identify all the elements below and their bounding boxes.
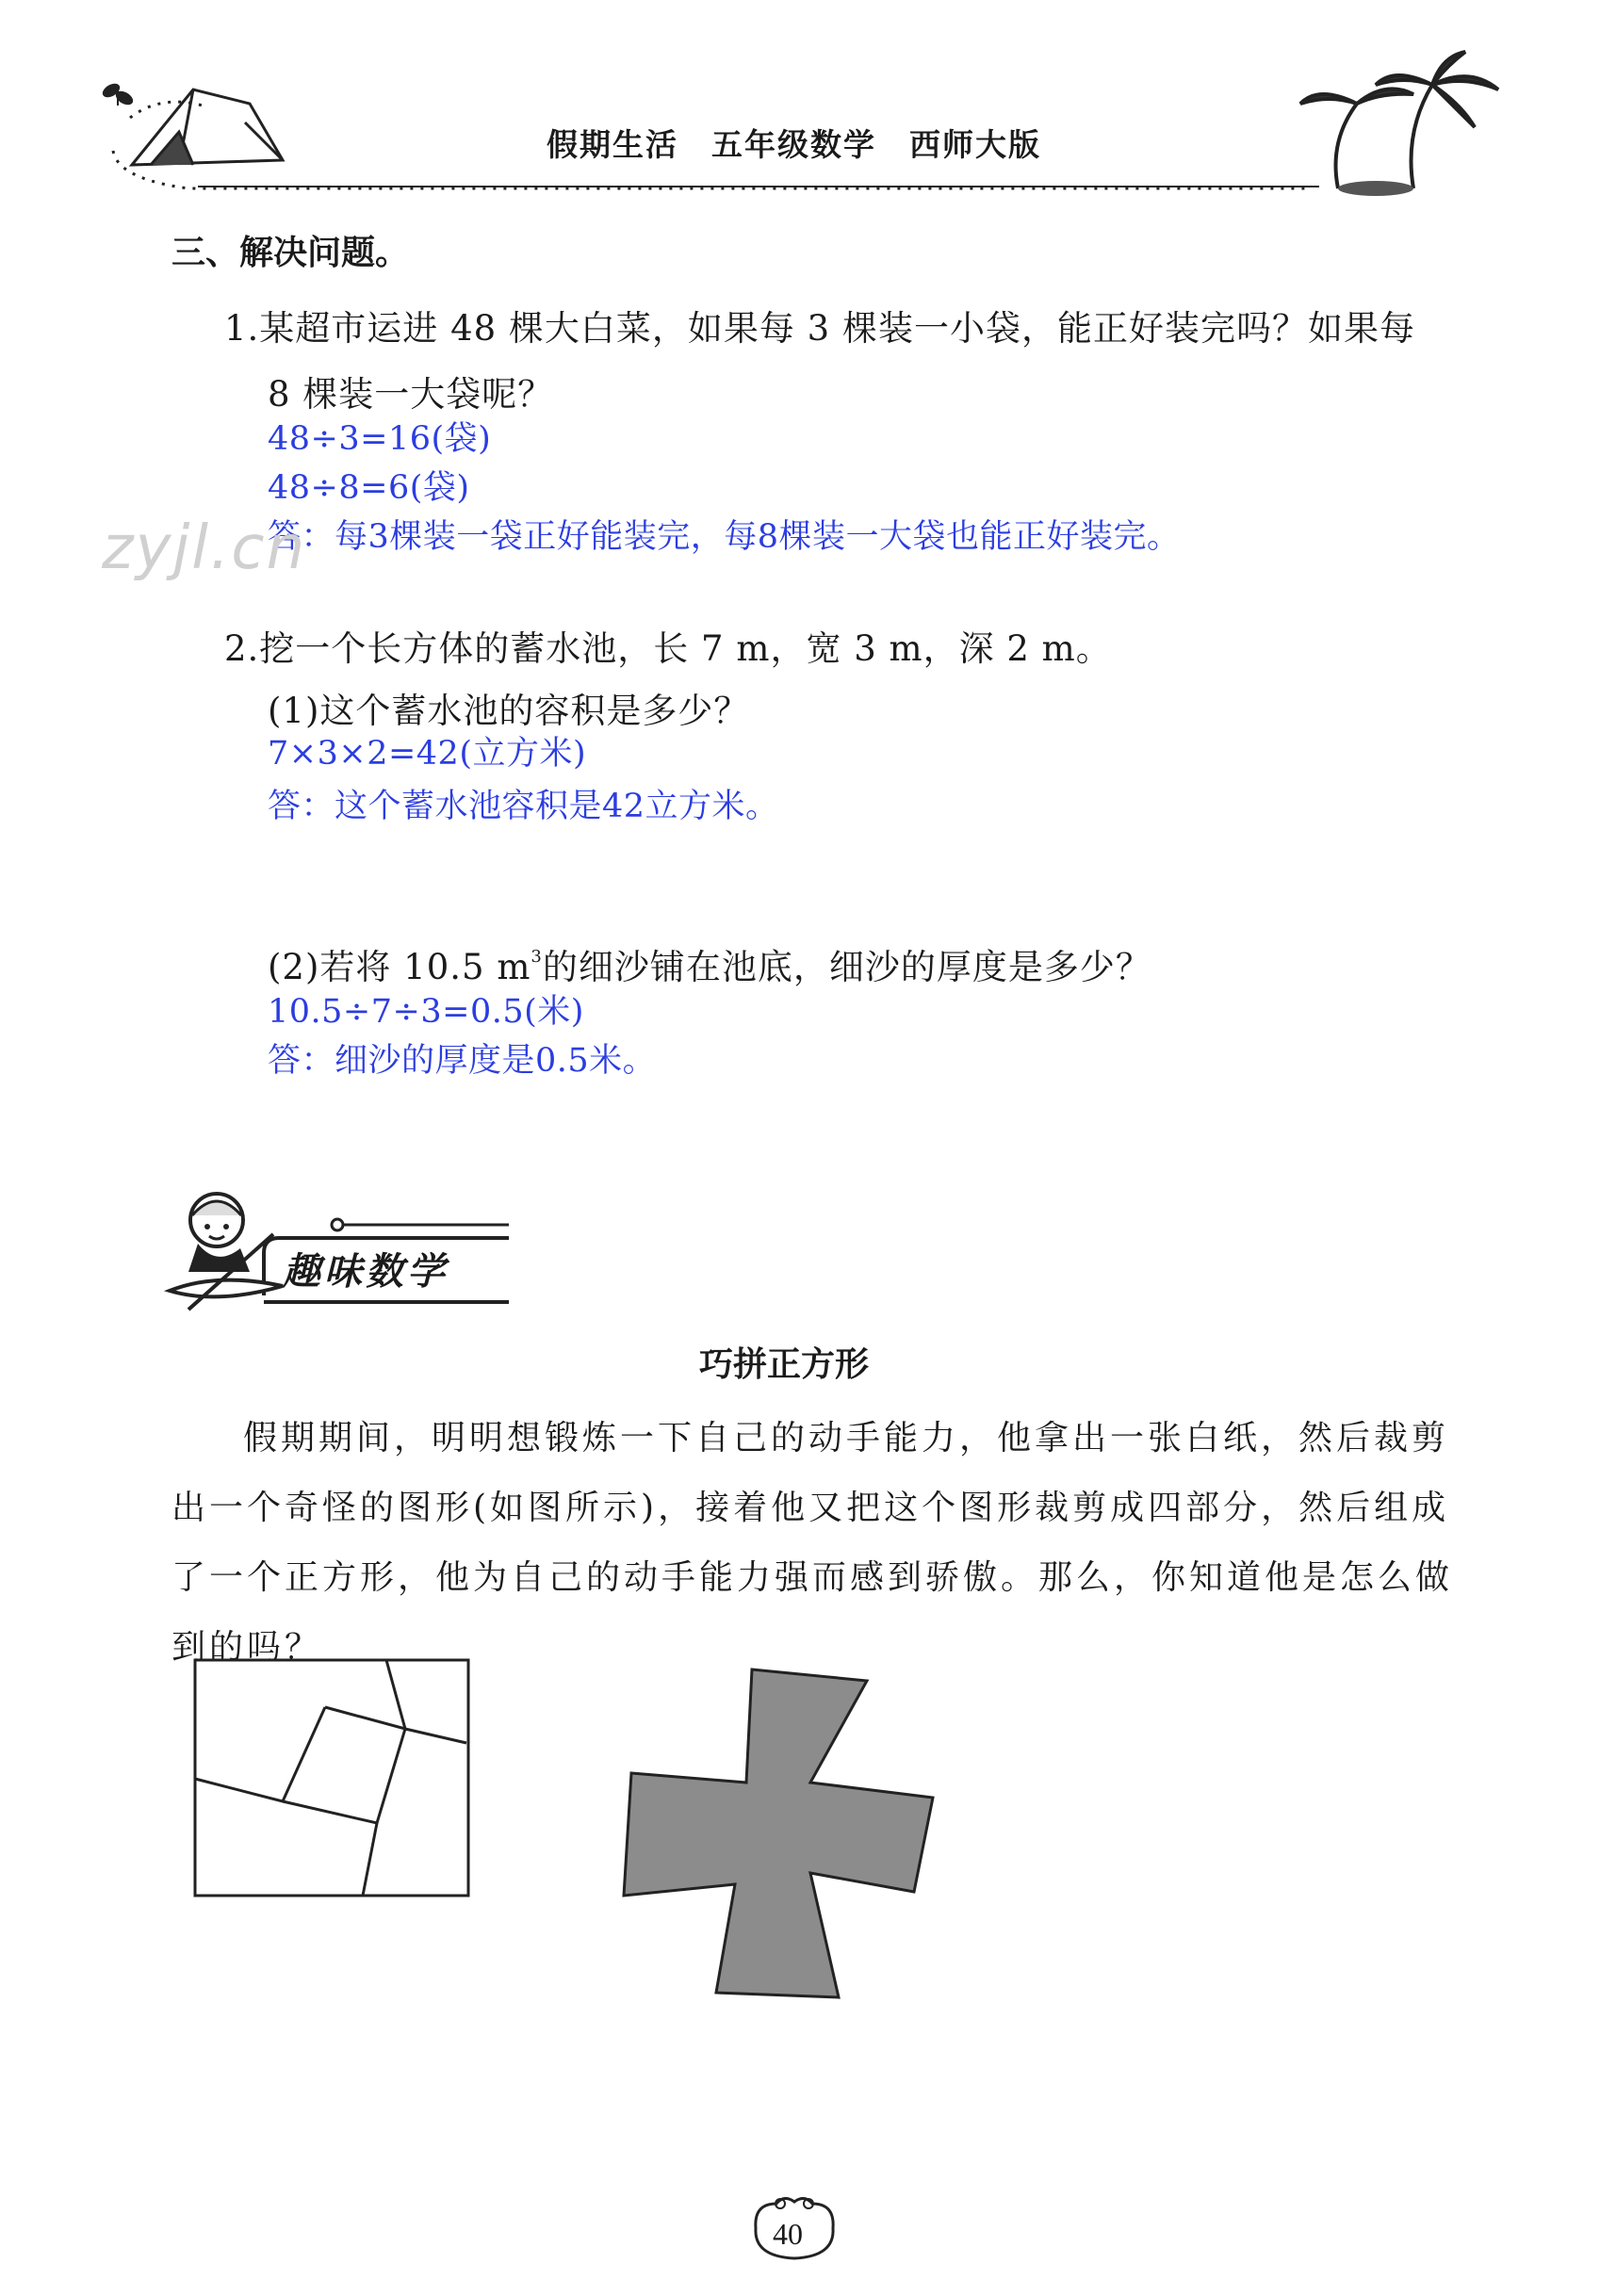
q2-sub2-answer-1: 10.5÷7÷3=0.5(米) — [268, 993, 584, 1031]
page-number-frame — [743, 2190, 846, 2266]
fun-math-badge-label: 趣味数学 — [283, 1250, 449, 1294]
butterfly-icon — [100, 81, 135, 107]
q2-sub2-answer-2: 答：细沙的厚度是0.5米。 — [268, 1042, 657, 1080]
q2-sub2-superscript: 3 — [531, 947, 543, 967]
q1-line1: 1.某超市运进 48 棵大白菜，如果每 3 棵装一小袋，能正好装完吗？如果每 — [224, 308, 1415, 349]
q1-answer-3: 答：每3棵装一袋正好能装完，每8棵装一大袋也能正好装完。 — [268, 518, 1181, 556]
page-number: 40 — [773, 2217, 803, 2251]
fun-paragraph — [171, 1404, 1454, 1683]
fun-math-badge — [160, 1178, 509, 1319]
q2-sub1-answer-1: 7×3×2=42(立方米) — [268, 735, 587, 773]
fun-line-2: 出一个奇怪的图形(如图所示)，接着他又把这个图形裁剪成四部分，然后组成 — [171, 1489, 1450, 1527]
q1-answer-2: 48÷8=6(袋) — [268, 469, 470, 507]
section-title: 三、解决问题。 — [171, 234, 410, 272]
fun-line-3: 了一个正方形，他为自己的动手能力强而感到骄傲。那么，你知道他是怎么做 — [171, 1558, 1454, 1597]
square-dissection-figure — [193, 1658, 476, 1903]
q1-answer-1: 48÷3=16(袋) — [268, 420, 492, 458]
q2-sub2 — [268, 938, 1151, 989]
q1-line2: 8 棵装一大袋呢？ — [268, 374, 554, 415]
q2-sub2-text-b: 的细沙铺在池底，细沙的厚度是多少？ — [542, 947, 1151, 987]
cross-shape-figure — [622, 1668, 942, 2007]
q2-stem: 2.挖一个长方体的蓄水池，长 7 m，宽 3 m，深 2 m。 — [224, 628, 1112, 669]
header-decoration — [0, 0, 1600, 207]
q2-sub1: (1)这个蓄水池的容积是多少？ — [268, 691, 750, 731]
fun-line-4: 到的吗？ — [171, 1628, 323, 1667]
tent-icon — [132, 90, 283, 165]
header-title: 假期生活 五年级数学 西师大版 — [547, 126, 1041, 163]
q2-sub1-answer-2: 答：这个蓄水池容积是42立方米。 — [268, 788, 779, 825]
fun-title: 巧拼正方形 — [699, 1345, 870, 1384]
watermark: zyjl.cn — [102, 513, 307, 583]
q2-sub2-text-a: (2)若将 10.5 m — [268, 947, 531, 987]
palm-tree-icon — [1300, 52, 1498, 196]
fun-line-1: 假期期间，明明想锻炼一下自己的动手能力，他拿出一张白纸，然后裁剪 — [243, 1419, 1450, 1457]
header — [0, 0, 1600, 207]
